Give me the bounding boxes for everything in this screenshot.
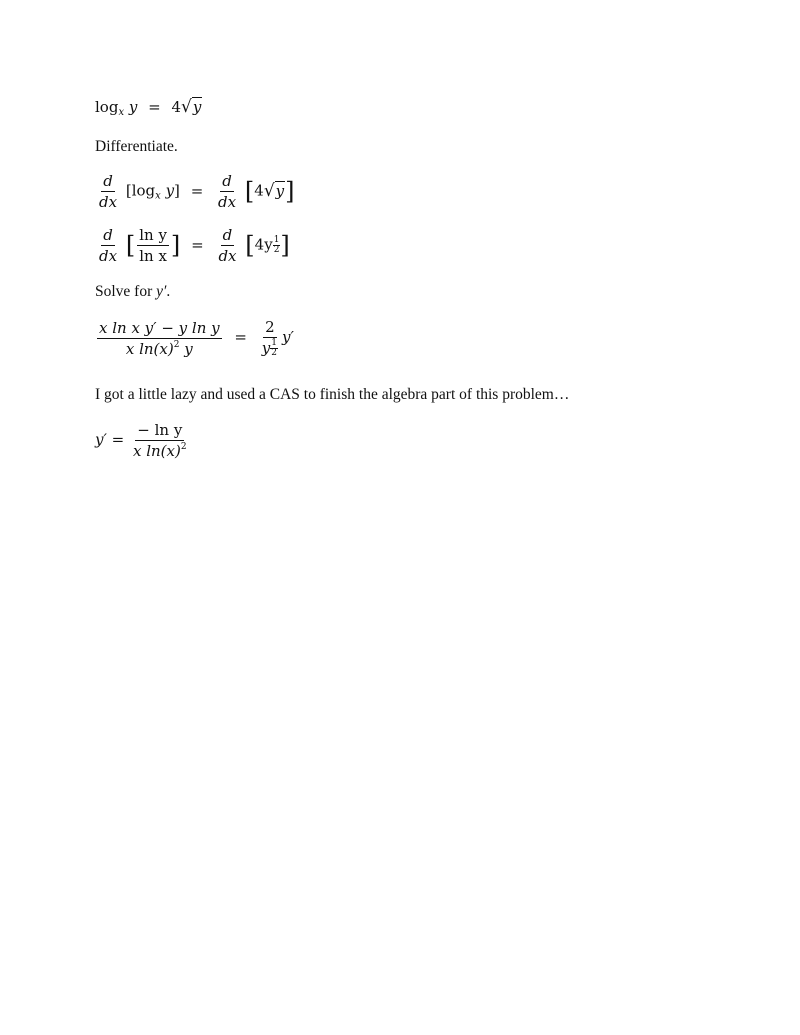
equation-differentiated: $\frac{d}{dx}$ [$\log_x$ y] = $\frac{d}{dx}$ [4√y] [99,172,295,211]
derivative-operator-left: $\frac{d}{dx}$ [99,226,118,265]
radicand: y [192,98,202,116]
step-differentiate: Differentiate. [95,138,178,155]
result-lhs: y′ = [95,430,125,449]
equation-change-of-base: $\frac{d}{dx}$ [ $\frac{\text{ln y}}{\text{ln x}}$ ] = $\frac{d}{dx}$ [4y $\frac{1}{2}$ ] [99,226,290,265]
derivative-operator-right: $\frac{d}{dx}$ [218,226,237,265]
log-label: log [95,98,119,116]
derivative-operator-left: $\frac{d}{dx}$ [99,172,118,211]
rhs-fraction: 2 y $\frac{1}{2}$ [261,318,277,358]
coefficient: 4 [171,98,182,116]
exponent-fraction: $\frac{1}{2}$ [273,234,280,255]
equation-result [95,421,191,460]
sqrt-symbol: √y [181,97,202,117]
equals-sign: = [148,98,161,116]
solve-variable: y′ [156,283,167,300]
note-text: I got a little lazy and used a CAS to finish the algebra part of this problem… [95,386,570,403]
log-ratio: $\frac{\text{ln y}}{\text{ln x}}$ [139,226,167,265]
y-prime: y′ [281,328,294,346]
result-fraction: $\frac{\text{− ln y}}{x \ln(x)^2}$ [133,421,187,460]
step-solve: Solve for y′. [95,283,171,300]
derivative-operator-right: $\frac{d}{dx}$ [218,172,237,211]
coefficient: 4 [254,181,264,200]
log-base: x [118,107,125,118]
power-term: 4y [254,235,273,254]
var-y: y [128,98,138,116]
equation-original [95,97,202,118]
log-base: x [155,190,161,202]
equation-implicit-derivative: $\frac{\text{x ln x y′ − y ln y}}{x \ln(x)^2 y}$ = 2 y $\frac{1}{2}$ y′ [99,318,294,358]
var-y: y [165,181,175,200]
lhs-fraction: $\frac{\text{x ln x y′ − y ln y}}{x \ln(x)^2 y}$ [99,318,220,358]
sqrt-symbol: √y [263,180,285,201]
log-label: log [131,181,156,200]
